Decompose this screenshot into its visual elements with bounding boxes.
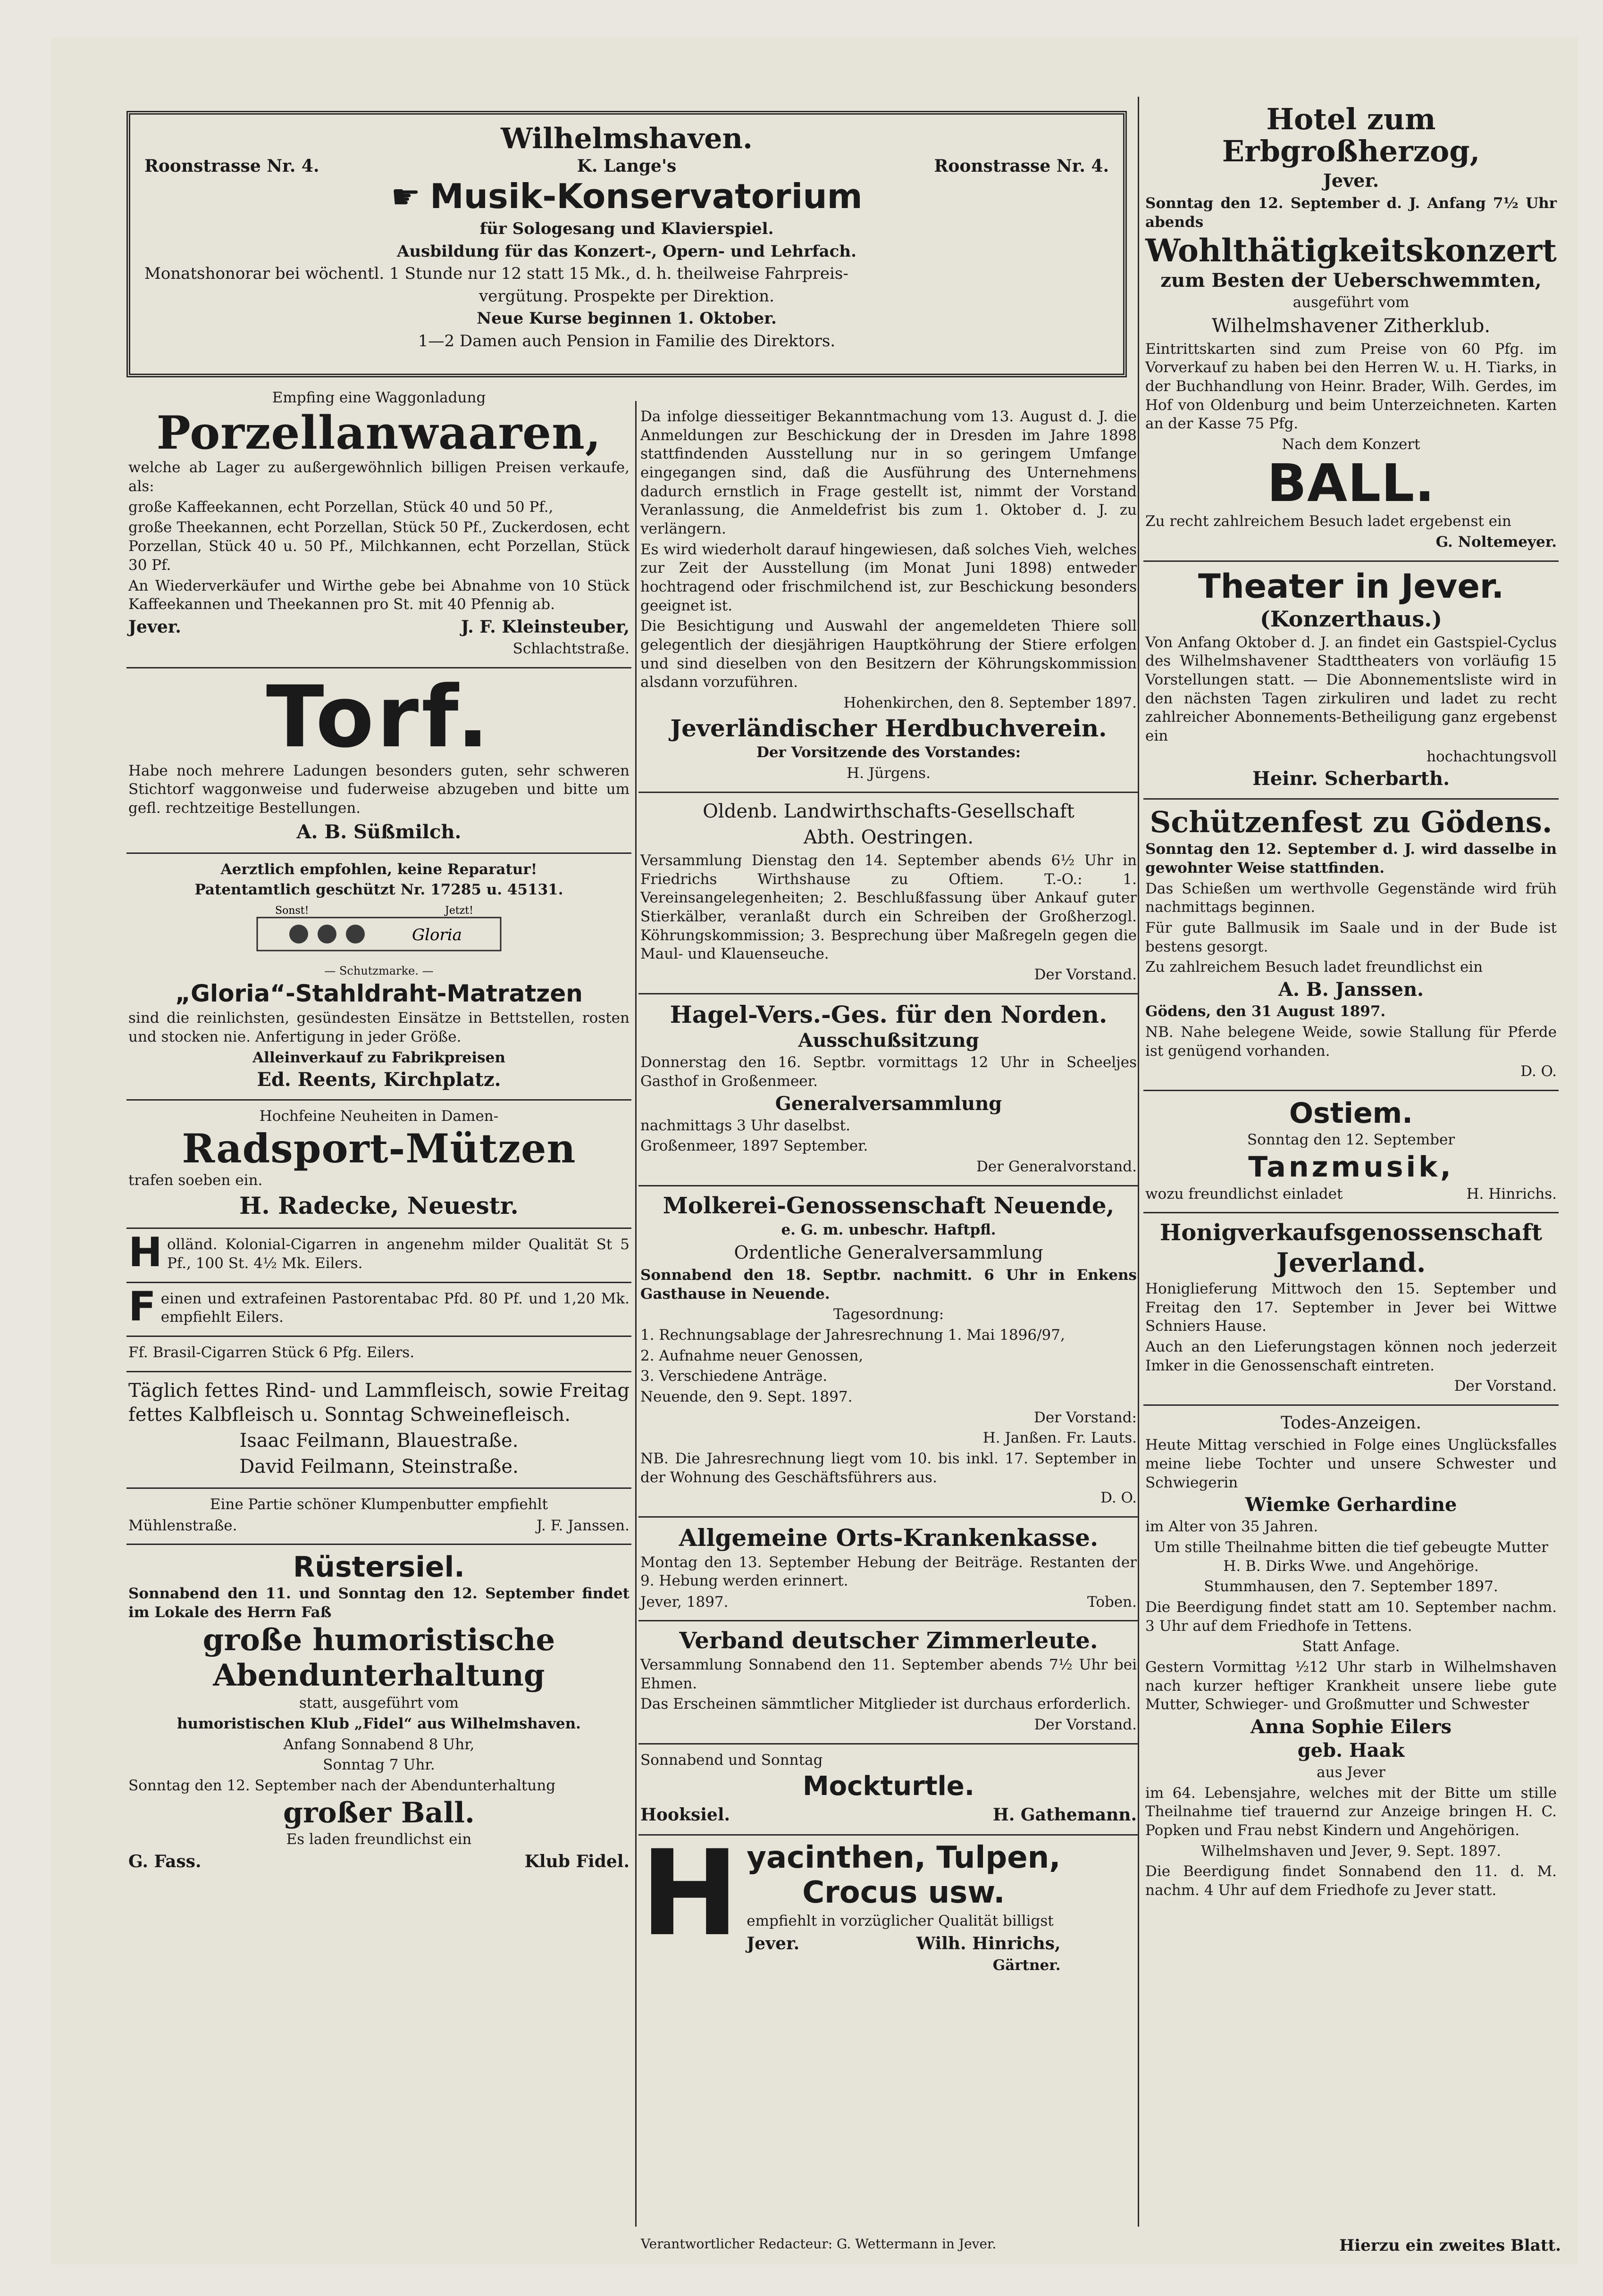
health-insurance-name: Toben.	[1087, 1593, 1137, 1611]
porcelain-signature	[128, 617, 629, 637]
gloria-name: Ed. Reents, Kirchplatz.	[257, 1069, 501, 1091]
dairy-coop-nb: NB. Die Jahresrechnung liegt vom 10. bis inkl. 17. September in der Wohnung des Geschäftsführers aus.	[640, 1450, 1137, 1486]
hotel-concert-ad	[1143, 97, 1559, 562]
ostiem-signature	[1145, 1186, 1557, 1202]
gloria-sale: Alleinverkauf zu Fabrikpreisen	[252, 1049, 505, 1066]
tobacco-ad	[126, 1283, 631, 1337]
meat-ad	[126, 1372, 631, 1489]
hail-insurance-sub2: Generalversammlung	[775, 1092, 1002, 1115]
bulbs-name: Wilh. Hinrichs,	[916, 1933, 1061, 1954]
tobacco-ad-dropcap: F	[128, 1283, 156, 1330]
theater-sub: (Konzerthaus.)	[1259, 606, 1443, 632]
bulbs-line1: yacinthen, Tulpen,	[747, 1840, 1061, 1875]
ruestersiel-ad	[126, 1545, 631, 1881]
ruestersiel-line1: Sonnabend den 11. und Sonntag den 12. September findet im Lokale des Herrn Faß	[128, 1585, 629, 1621]
footer-supplement: Hierzu ein zweites Blatt.	[1339, 2236, 1561, 2255]
dairy-coop-ad	[638, 1186, 1139, 1518]
ruestersiel-line5: Sonntag 7 Uhr.	[323, 1756, 435, 1774]
conservatory-line6: 1—2 Damen auch Pension in Familie des Direktors.	[418, 331, 836, 351]
carpenters-signature: Der Vorstand.	[1034, 1716, 1137, 1734]
hotel-text2: Eintrittskarten sind zum Preise von 60 Pfg. im Vorverkauf zu haben bei den Herren W. u. H. Tiarks, in der Buchhandlung von Heinr. Brader, Wilh. Gerdes, im Hof von Oldenburg und beim Unterzeichneten. Karten an der Kasse 75 Pfg.	[1145, 340, 1557, 433]
death-notice-name1: Wiemke Gerhardine	[1245, 1494, 1457, 1516]
column-rule-1	[635, 401, 637, 2227]
hail-insurance-date: Großenmeer, 1897 September.	[640, 1137, 868, 1155]
bulbs-signature	[747, 1934, 1060, 1954]
hotel-name: G. Noltemeyer.	[1435, 534, 1557, 551]
theater-greeting: hochachtungsvoll	[1427, 748, 1557, 765]
honey-coop-text1: Honiglieferung Mittwoch den 15. September und Freitag den 17. September in Jever bei Wittwe Schniers Hause.	[1145, 1280, 1557, 1335]
conservatory-line4: vergütung. Prospekte per Direktion.	[479, 286, 774, 306]
conservatory-line5: Neue Kurse beginnen 1. Oktober.	[477, 309, 777, 328]
meat-name1: Isaac Feilmann, Blauestraße.	[239, 1430, 519, 1452]
agri-society-signature: Der Vorstand.	[1034, 966, 1137, 983]
gloria-line1: Aerztlich empfohlen, keine Reparatur!	[220, 860, 537, 878]
porcelain-ad	[126, 382, 631, 668]
death-notice-text8: Die Beerdigung findet Sonnabend den 11. d. M. nachm. 4 Uhr auf dem Friedhofe zu Jever statt.	[1145, 1863, 1557, 1899]
meat-text: Täglich fettes Rind- und Lammfleisch, sowie Freitag fettes Kalbfleisch u. Sonntag Schweinefleisch.	[128, 1379, 629, 1426]
carpenters-ad	[638, 1621, 1139, 1745]
hail-insurance-text1: Donnerstag den 16. Septbr. vormittags 12 Uhr in Scheeljes Gasthof in Großenmeer.	[640, 1054, 1137, 1090]
butter-ad	[126, 1489, 631, 1545]
dairy-coop-date: Neuende, den 9. Sept. 1897.	[640, 1388, 853, 1406]
column-1	[126, 382, 631, 2264]
cycling-caps-text: trafen soeben ein.	[128, 1172, 263, 1189]
conservatory-address-left: Roonstrasse Nr. 4.	[144, 156, 319, 176]
dairy-coop-item2: 2. Aufnahme neuer Genossen,	[640, 1347, 864, 1364]
shooting-festival-nb-signature: D. O.	[1520, 1063, 1557, 1080]
cycling-caps-intro: Hochfeine Neuheiten in Damen-	[259, 1108, 499, 1125]
shooting-festival-text2: Das Schießen um werthvolle Gegenstände wird früh nachmittags beginnen.	[1145, 880, 1557, 916]
agri-society-text: Versammlung Dienstag den 14. September abends 6½ Uhr in Friedrichs Wirthshause zu Oftiem. T.-O.: 1. Vereinsangelegenheiten; 2. Beschlußfassung über Ankauf guter Stierkälber, veranlaßt durch ein Schreiben der Großherzogl. Köhrungskommission; 3. Besprechung über Maßregeln gegen die Maul- und Klauenseuche.	[640, 852, 1137, 963]
bulbs-job: Gärtner.	[992, 1956, 1061, 1974]
porcelain-text4: An Wiederverkäufer und Wirthe gebe bei Abnahme von 10 Stück Kaffeekannen und Theekannen pro St. mit 40 Pfennig ab.	[128, 577, 629, 613]
mockturtle-title: Mockturtle.	[802, 1771, 975, 1802]
death-notice-text1: Heute Mittag verschied in Folge eines Unglücksfalles meine liebe Tochter und unsere Schwester und Schwiegerin	[1145, 1436, 1557, 1491]
ruestersiel-line6: Sonntag den 12. September nach der Abendunterhaltung	[128, 1777, 556, 1794]
dairy-coop-item1: 1. Rechnungsablage der Jahresrechnung 1. Mai 1896/97,	[640, 1327, 1065, 1344]
carpenters-title: Verband deutscher Zimmerleute.	[679, 1627, 1098, 1654]
ostiem-big: Tanzmusik,	[1248, 1150, 1454, 1184]
theater-title: Theater in Jever.	[1198, 567, 1504, 606]
conservatory-title-row	[144, 176, 1109, 217]
dairy-coop-title: Molkerei-Genossenschaft Neuende,	[663, 1192, 1115, 1219]
mockturtle-ad	[638, 1745, 1139, 1836]
death-notices	[1143, 1406, 1559, 1909]
cigar-ad-2-text: Ff. Brasil-Cigarren Stück 6 Pfg. Eilers.	[128, 1344, 415, 1361]
ostiem-line2: wozu freundlichst einladet	[1145, 1185, 1343, 1202]
butter-text: Eine Partie schöner Klumpenbutter empfiehlt	[210, 1496, 548, 1513]
page-footer	[641, 2236, 1561, 2255]
newspaper-page	[51, 38, 1578, 2264]
peat-title: Torf.	[266, 668, 492, 767]
ruestersiel-line2: statt, ausgeführt vom	[299, 1695, 459, 1712]
death-notice-instead: Statt Anfage.	[1302, 1638, 1400, 1655]
mockturtle-name: H. Gathemann.	[992, 1804, 1137, 1825]
cigar-ad-2	[126, 1337, 631, 1372]
footer-editor: Verantwortlicher Redacteur: G. Wettermann in Jever.	[641, 2236, 997, 2252]
death-notice-date2: Wilhelmshaven und Jever, 9. Sept. 1897.	[1201, 1842, 1501, 1860]
meat-name2: David Feilmann, Steinstraße.	[239, 1456, 519, 1478]
cigar-ad-1	[126, 1229, 631, 1283]
ruestersiel-sig-left: G. Fass.	[128, 1852, 201, 1872]
death-notices-title: Todes-Anzeigen.	[1281, 1413, 1421, 1433]
hotel-club: Wilhelmshavener Zitherklub.	[1211, 315, 1491, 337]
ruestersiel-title: Rüstersiel.	[293, 1551, 465, 1584]
conservatory-owner: K. Lange's	[577, 156, 677, 176]
herdbook-text1: Da infolge diesseitiger Bekanntmachung vom 13. August d. J. die Anmeldungen zur Beschickung der in Dresden im Jahre 1898 stattfindenden Ausstellung nur in so geringem Umfange eingegangen sind, daß die Ausführung des Unternehmens dadurch ernstlich in Frage gestellt ist, nimmt der Vorstand Veranlassung, die Anmeldefrist bis zum 1. Oktober d. J. zu verlängern.	[640, 408, 1137, 538]
conservatory-address-row	[144, 156, 1109, 176]
ruestersiel-sig-right: Klub Fidel.	[524, 1852, 629, 1872]
porcelain-title: Porzellanwaaren,	[156, 406, 602, 459]
hotel-sub: zum Besten der Ueberschwemmten,	[1160, 269, 1542, 292]
porcelain-text1: welche ab Lager zu außergewöhnlich billigen Preisen verkaufe, als:	[128, 459, 629, 495]
herdbook-name: H. Jürgens.	[847, 764, 931, 782]
gloria-ad	[126, 854, 631, 1101]
porcelain-intro: Empfing eine Waggonladung	[272, 389, 486, 406]
herdbook-ad	[638, 401, 1139, 793]
gloria-logo-left: Sonst!	[275, 905, 309, 917]
conservatory-ad	[126, 111, 1127, 377]
dairy-coop-item3: 3. Verschiedene Anträge.	[640, 1368, 828, 1385]
butter-name: J. F. Janssen.	[537, 1517, 629, 1535]
hotel-title: Hotel zum Erbgroßherzog,	[1222, 102, 1480, 169]
cycling-caps-name: H. Radecke, Neuestr.	[239, 1191, 519, 1219]
porcelain-text3: große Theekannen, echt Porzellan, Stück 50 Pf., Zuckerdosen, echt Porzellan, Stück 40 u. 50 Pf., Milchkannen, echt Porzellan, Stück 30 Pf.	[128, 519, 629, 574]
shooting-festival-name: A. B. Janssen.	[1278, 978, 1424, 1001]
ostiem-line1: Sonntag den 12. September	[1247, 1131, 1455, 1148]
hail-insurance-text2: nachmittags 3 Uhr daselbst.	[640, 1117, 850, 1134]
bulbs-place: Jever.	[747, 1933, 800, 1954]
conservatory-line3: Monatshonorar bei wöchentl. 1 Stunde nur 12 statt 15 Mk., d. h. theilweise Fahrpreis-	[144, 264, 848, 284]
cycling-caps-ad	[126, 1101, 631, 1229]
agri-society-sub: Abth. Oestringen.	[803, 826, 974, 848]
dairy-coop-text1: Sonnabend den 18. Septbr. nachmitt. 6 Uhr in Enkens Gasthause in Neuende.	[640, 1267, 1137, 1302]
agri-society-ad	[638, 793, 1139, 994]
dairy-coop-sig2: H. Janßen. Fr. Lauts.	[982, 1429, 1137, 1447]
conservatory-line2: Ausbildung für das Konzert-, Opern- und Lehrfach.	[397, 242, 856, 261]
death-notice-name2b: geb. Haak	[1297, 1739, 1405, 1762]
pointing-hand-icon: ☛	[391, 177, 421, 216]
shooting-festival-ad	[1143, 800, 1559, 1091]
death-notice-text4: Die Beerdigung findet statt am 10. September nachm. 3 Uhr auf dem Friedhofe in Tettens.	[1145, 1598, 1557, 1635]
shooting-festival-nb: NB. Nahe belegene Weide, sowie Stallung für Pferde ist genügend vorhanden.	[1145, 1023, 1557, 1060]
honey-coop-text2: Auch an den Lieferungstagen können noch jederzeit Imker in die Genossenschaft eintreten.	[1145, 1338, 1557, 1374]
honey-coop-title: Honigverkaufsgenossenschaft	[1159, 1219, 1543, 1246]
death-notice-text7: im 64. Lebensjahre, welches mit der Bitte um stille Theilnahme tief trauernd zur Anzeige bringen H. C. Popken und Frau nebst Kindern und Angehörigen.	[1145, 1784, 1557, 1839]
health-insurance-place: Jever, 1897.	[640, 1593, 729, 1611]
ruestersiel-signature	[128, 1852, 629, 1871]
mockturtle-place: Hooksiel.	[640, 1804, 730, 1825]
ruestersiel-ball: großer Ball.	[283, 1796, 475, 1829]
porcelain-name: J. F. Kleinsteuber,	[461, 617, 629, 637]
column-3	[1143, 97, 1559, 2264]
theater-ad	[1143, 562, 1559, 800]
theater-name: Heinr. Scherbarth.	[1252, 768, 1450, 790]
gloria-text: sind die reinlichsten, gesündesten Einsätze in Bettstellen, rosten und stocken nie. Anfertigung in jeder Größe.	[128, 1010, 629, 1045]
carpenters-text2: Das Erscheinen sämmtlicher Mitglieder ist durchaus erforderlich.	[640, 1695, 1131, 1713]
conservatory-line1: für Sologesang und Klavierspiel.	[479, 219, 774, 239]
dairy-coop-sub2: Ordentliche Generalversammlung	[734, 1242, 1043, 1263]
herdbook-date: Hohenkirchen, den 8. September 1897.	[843, 694, 1137, 712]
theater-text: Von Anfang Oktober d. J. an findet ein Gastspiel-Cyclus des Wilhelmshavener Stadttheaters von vorläufig 15 Vorstellungen statt. — Die Abonnementsliste wird in den nächsten Tagen zirkuliren und ladet zu recht zahlreicher Abonnements-Betheiligung ganz ergebenst ein	[1145, 634, 1557, 744]
bulbs-line2: Crocus usw.	[802, 1875, 1005, 1910]
death-notice-text2: im Alter von 35 Jahren.	[1145, 1518, 1318, 1536]
death-notice-text6: aus Jever	[1317, 1763, 1385, 1781]
hail-insurance-sub: Ausschußsitzung	[798, 1029, 979, 1052]
health-insurance-text: Montag den 13. September Hebung der Beiträge. Restanten der 9. Hebung werden erinnert.	[640, 1553, 1137, 1590]
gloria-trademark: — Schutzmarke. —	[324, 964, 434, 978]
ostiem-title: Ostiem.	[1289, 1096, 1413, 1130]
bulbs-dropcap: H	[640, 1824, 739, 1962]
hotel-big: Wohlthätigkeitskonzert	[1145, 232, 1557, 269]
ruestersiel-line3: humoristischen Klub „Fidel“ aus Wilhelmshaven.	[177, 1715, 581, 1732]
ruestersiel-line4: Anfang Sonnabend 8 Uhr,	[283, 1736, 475, 1753]
hotel-after: Nach dem Konzert	[1282, 436, 1420, 453]
herdbook-sub: Der Vorsitzende des Vorstandes:	[756, 744, 1021, 761]
porcelain-text2: große Kaffeekannen, echt Porzellan, Stück 40 und 50 Pf.,	[128, 498, 554, 516]
peat-ad	[126, 668, 631, 854]
honey-coop-signature: Der Vorstand.	[1454, 1378, 1557, 1395]
cigar-ad-1-dropcap: H	[128, 1229, 162, 1277]
herdbook-title: Jeverländischer Herdbuchverein.	[670, 714, 1107, 742]
butter-street: Mühlenstraße.	[128, 1517, 237, 1535]
agri-society-title: Oldenb. Landwirthschafts-Gesellschaft	[703, 800, 1074, 822]
peat-text: Habe noch mehrere Ladungen besonders guten, sehr schweren Stichtorf waggonweise und fuderweise abzugeben und bitte um gefl. rechtzeitige Bestellungen.	[128, 762, 629, 817]
bulbs-heading	[640, 1824, 1137, 1977]
hotel-place: Jever.	[1323, 170, 1379, 192]
shooting-festival-text4: Zu zahlreichem Besuch ladet freundlichst ein	[1145, 959, 1483, 976]
conservatory-title: Musik-Konservatorium	[430, 176, 863, 216]
peat-name: A. B. Süßmilch.	[296, 820, 462, 843]
herdbook-text2: Es wird wiederholt darauf hingewiesen, daß solches Vieh, welches zur Zeit der Ausstellung (im Monat Juni 1898) entweder hochtragend oder frischmilchend ist, zur Beschickung besonders geeignet ist.	[640, 541, 1137, 614]
ostiem-name: H. Hinrichs.	[1466, 1185, 1557, 1202]
herdbook-text3: Die Besichtigung und Auswahl der angemeldeten Thiere soll gelegentlich der diesjährigen Hauptköhrung der Stiere erfolgen und sind dieselben von den Besitzern der Köhrungskommission alsdann vorzuführen.	[640, 618, 1137, 691]
hail-insurance-ad	[638, 994, 1139, 1186]
dairy-coop-sig1: Der Vorstand:	[1034, 1409, 1137, 1426]
ostiem-ad	[1143, 1091, 1559, 1213]
porcelain-street: Schlachtstraße.	[512, 640, 629, 657]
column-2	[638, 401, 1139, 2264]
death-notice-text5: Gestern Vormittag ½12 Uhr starb in Wilhelmshaven nach kurzer heftiger Krankheit unsere liebe gute Mutter, Schwieger- und Großmutter und Schwester	[1145, 1658, 1557, 1713]
ruestersiel-big2: Abendunterhaltung	[213, 1657, 545, 1693]
hotel-line1: ausgeführt vom	[1292, 293, 1410, 311]
bulbs-ad	[638, 1824, 1139, 1983]
ruestersiel-big1: große humoristische	[202, 1622, 555, 1658]
tobacco-ad-text: einen und extrafeinen Pastorentabac Pfd. 80 Pf. und 1,20 Mk. empfiehlt Eilers.	[160, 1290, 629, 1326]
shooting-festival-date: Gödens, den 31 August 1897.	[1145, 1003, 1386, 1020]
cigar-ad-1-text: olländ. Kolonial-Cigarren in angenehm milder Qualität St 5 Pf., 100 St. 4½ Mk. Eilers.	[167, 1236, 629, 1272]
hail-insurance-title: Hagel-Vers.-Ges. für den Norden.	[670, 1000, 1108, 1028]
honey-coop-title2: Jeverland.	[1276, 1247, 1426, 1278]
health-insurance-ad	[638, 1518, 1139, 1621]
shooting-festival-text1: Sonntag den 12. September d. J. wird dasselbe in gewohnter Weise stattfinden.	[1145, 841, 1557, 877]
dairy-coop-sub: e. G. m. unbeschr. Haftpfl.	[781, 1221, 996, 1238]
mockturtle-signature	[640, 1805, 1137, 1825]
shooting-festival-text3: Für gute Ballmusik im Saale und in der Bude ist bestens gesorgt.	[1145, 919, 1557, 955]
butter-signature	[128, 1517, 629, 1534]
dairy-coop-order: Tagesordnung:	[833, 1306, 944, 1323]
hotel-invite: Zu recht zahlreichem Besuch ladet ergebenst ein	[1145, 513, 1511, 530]
conservatory-city: Wilhelmshaven.	[501, 122, 753, 155]
bulbs-heading-text	[747, 1840, 1060, 1977]
hail-insurance-signature: Der Generalvorstand.	[976, 1158, 1137, 1175]
gloria-trademark-logo	[256, 903, 502, 960]
conservatory-address-right: Roonstrasse Nr. 4.	[934, 156, 1109, 176]
bulbs-text: empfiehlt in vorzüglicher Qualität billigst	[747, 1912, 1054, 1929]
health-insurance-signature	[640, 1594, 1137, 1611]
death-notice-name2: Anna Sophie Eilers	[1250, 1715, 1452, 1738]
honey-coop-ad	[1143, 1213, 1559, 1406]
gloria-title: „Gloria“-Stahldraht-Matratzen	[175, 979, 583, 1007]
gloria-line2: Patentamtlich geschützt Nr. 17285 u. 45131.	[194, 881, 563, 899]
ruestersiel-line7: Es laden freundlichst ein	[286, 1830, 472, 1848]
shooting-festival-title: Schützenfest zu Gödens.	[1150, 805, 1553, 840]
gloria-logo-word: Gloria	[412, 926, 462, 945]
death-notice-date1: Stummhausen, den 7. September 1897.	[1204, 1578, 1498, 1595]
health-insurance-title: Allgemeine Orts-Krankenkasse.	[679, 1524, 1099, 1552]
hotel-ball: BALL.	[1267, 452, 1435, 513]
dairy-coop-nb-signature: D. O.	[1100, 1489, 1137, 1507]
death-notice-text3: Um stille Theilnahme bitten die tief gebeugte Mutter H. B. Dirks Wwe. und Angehörige.	[1154, 1538, 1548, 1575]
cycling-caps-title: Radsport-Mützen	[182, 1125, 576, 1172]
gloria-logo-right: Jetzt!	[445, 905, 473, 917]
carpenters-text1: Versammlung Sonnabend den 11. September abends 7½ Uhr bei Ehmen.	[640, 1656, 1137, 1692]
hotel-text: Sonntag den 12. September d. J. Anfang 7½ Uhr abends	[1145, 195, 1557, 231]
mockturtle-line1: Sonnabend und Sonntag	[640, 1751, 823, 1769]
porcelain-place: Jever.	[128, 617, 181, 637]
